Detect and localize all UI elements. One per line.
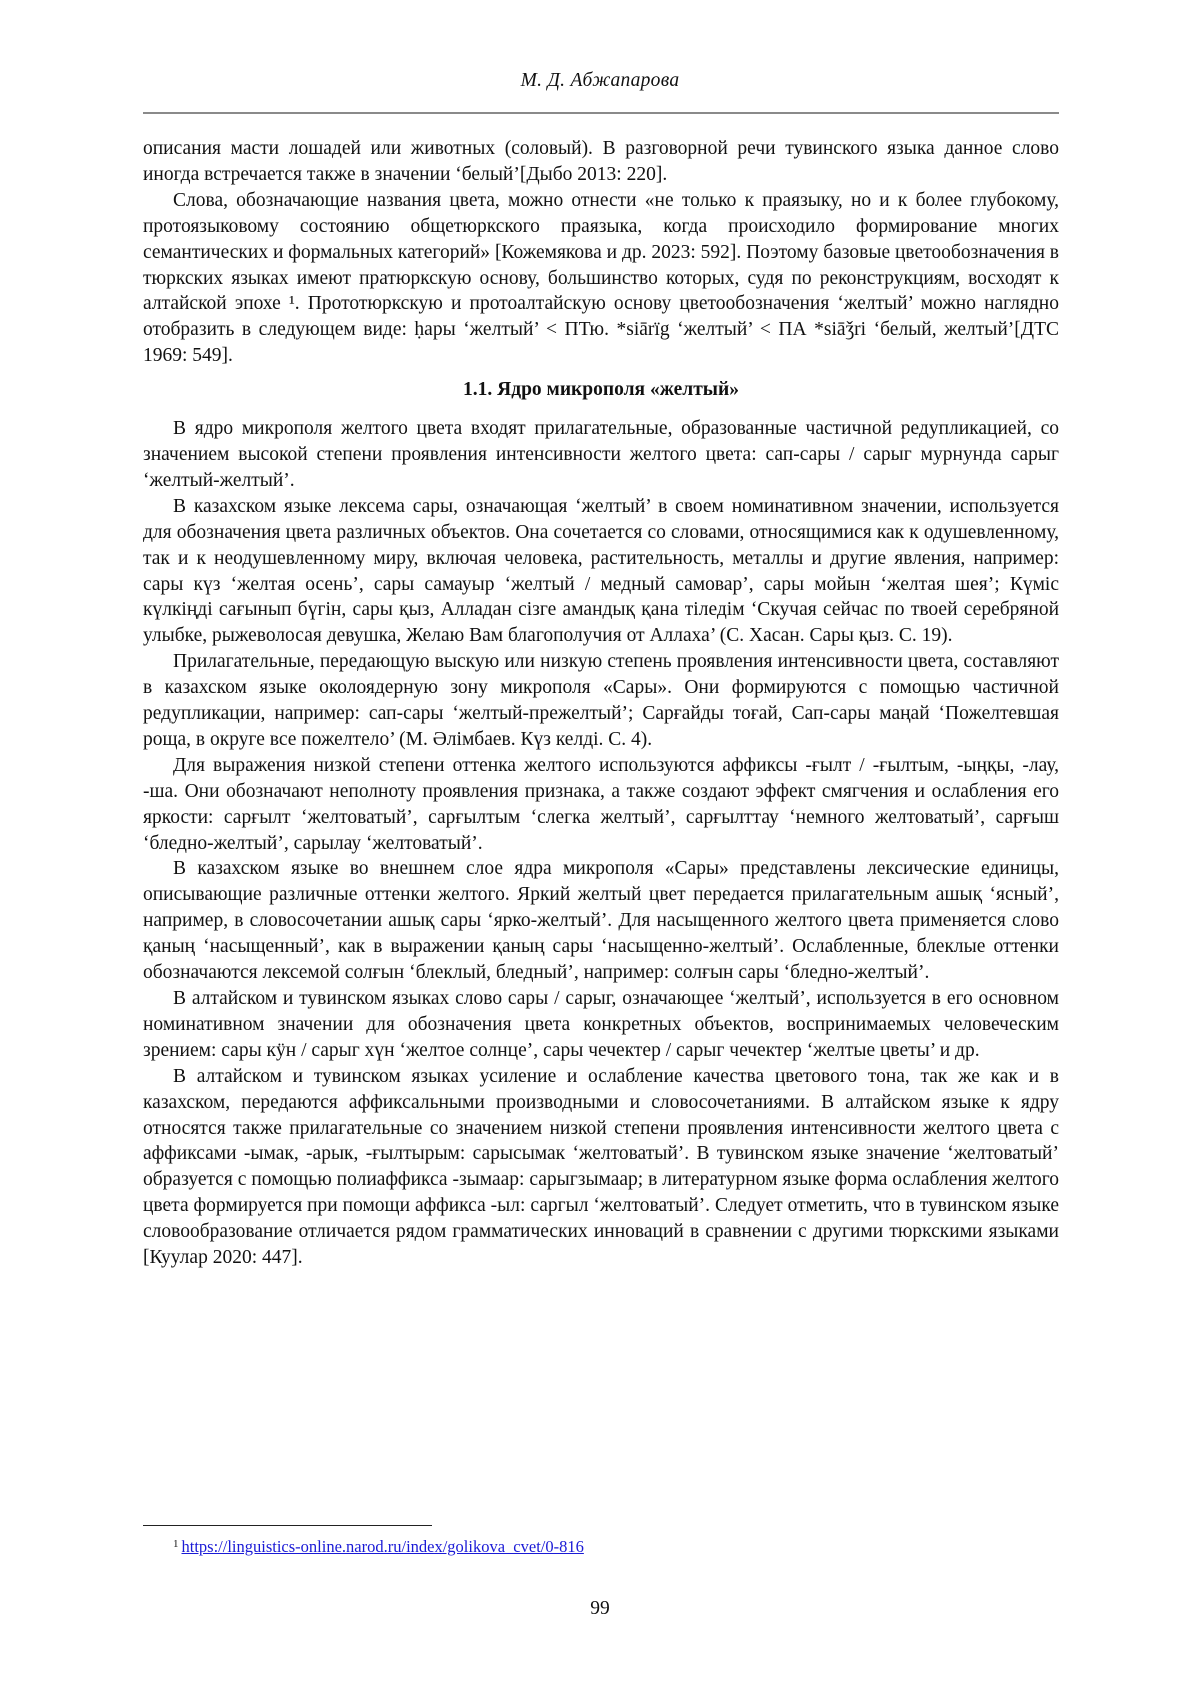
running-header: М. Д. Абжапарова <box>520 70 680 91</box>
section-title: 1.1. Ядро микрополя «желтый» <box>463 379 739 401</box>
paragraph: Для выражения низкой степени оттенка желтого используются аффиксы -ғылт / -ғылтым, -ыңқы, -лау, -ша. Они обозначают неполноту проявления признака, а также создают эффект смягчения и ослабления его яркости: сарғылт ‘желтоватый’, сарғылтым ‘слегка желтый’, сарғылттау ‘немного желтоватый’, сарғыш ‘бледно-желтый’, сарылау ‘желтоватый’. <box>143 754 1059 854</box>
paragraph: В ядро микрополя желтого цвета входят прилагательные, образованные частичной редупликацией, со значением высокой степени проявления интенсивности желтого цвета: сап-сары / сарыг мурнунда сарыг ‘желтый-желтый’. <box>143 418 1059 491</box>
footnote-rule <box>143 1525 432 1526</box>
footnote <box>173 1534 584 1557</box>
paragraph: В алтайском и тувинском языках слово сары / сарыг, означающее ‘желтый’, используется в его основном номинативном значении для обозначения цвета конкретных объектов, воспринимаемых человеческим зрением: сары кӱн / сарыг хүн ‘желтое солнце’, сары чечектер / сарыг чечектер ‘желтые цветы’ и др. <box>143 988 1059 1061</box>
paragraph: В казахском языке лексема сары, означающая ‘желтый’ в своем номинативном значении, используется для обозначения цвета различных объектов. Она сочетается со словами, относящимися как к одушевленному, так и к неодушевленному миру, включая человека, растительность, металлы и другие явления, например: сары күз ‘желтая осень’, сары самауыр ‘желтый / медный самовар’, сары мойын ‘желтая шея’; Күміс күлкіңді сағынып бүгін, сары қыз, Алладан сізге амандық қана тіледім ‘Скучая сейчас по твоей серебряной улыбке, рыжеволосая девушка, Желаю Вам благополучия от Аллаха’ (С. Хасан. Сары қыз. С. 19). <box>143 495 1059 647</box>
footnote-link[interactable]: https://linguistics-online.narod.ru/index/golikova_cvet/0-816 <box>181 1537 584 1556</box>
paragraph: В алтайском и тувинском языках усиление и ослабление качества цветового тона, так же как и в казахском, передаются аффиксальными производными и словосочетаниями. В алтайском языке к ядру относятся также прилагательные со значением низкой степени проявления интенсивности желтого цвета с аффиксами -ымак, -арык, -ғылтырым: сарысымак ‘желтоватый’. В тувинском языке значение ‘желтоватый’ образуется с помощью полиаффикса -зымаар: сарыгзымаар; в литературном языке форма ослабления желтого цвета формируется при помощи аффикса -ыл: саргыл ‘желтоватый’. Следует отметить, что в тувинском языке словообразование отличается рядом грамматических инноваций в сравнении с другими тюркскими языками [Куулар 2020: 447]. <box>143 1065 1059 1269</box>
paragraph: В казахском языке во внешнем слое ядра микрополя «Сары» представлены лексические единицы, описывающие различные оттенки желтого. Яркий желтый цвет передается прилагательным ашық ‘ясный’, например, в словосочетании ашық сары ‘ярко-желтый’. Для насыщенного желтого цвета применяется слово қаның ‘насыщенный’, как в выражении қаның сары ‘насыщенно-желтый’. Ослабленные, блеклые оттенки обозначаются лексемой солғын ‘блеклый, бледный’, например: солғын сары ‘бледно-желтый’. <box>143 858 1059 984</box>
page-number: 99 <box>590 1598 610 1619</box>
paragraph: Прилагательные, передающую выскую или низкую степень проявления интенсивности цвета, составляют в казахском языке околоядерную зону микрополя «Сары». Они формируются с помощью частичной редупликации, например: сап-сары ‘желтый-прежелтый’; Сарғайды тоғай, Сап-сары маңай ‘Пожелтевшая роща, в округе все пожелтело’ (М. Әлімбаев. Күз келді. С. 4). <box>143 651 1059 750</box>
header-rule <box>143 112 1059 114</box>
article-body <box>143 136 1059 1271</box>
paragraph: описания масти лошадей или животных (соловый). В разговорной речи тувинского языка данное слово иногда встречается также в значении ‘белый’[Дыбо 2013: 220]. <box>143 138 1059 185</box>
footnote-marker: 1 <box>173 1538 179 1550</box>
paragraph: Слова, обозначающие названия цвета, можно отнести «не только к праязыку, но и к более глубокому, протоязыковому состоянию общетюркского праязыка, когда происходило формирование многих семантических и формальных категорий» [Кожемякова и др. 2023: 592]. Поэтому базовые цветообозначения в тюркских языках имеют пратюркскую основу, большинство которых, судя по реконструкциям, восходят к алтайской эпохе ¹. Прототюркскую и протоалтайскую основу цветообозначения ‘желтый’ можно наглядно отобразить в следующем виде: ḥары ‘желтый’ < ПТю. *siārïg ‘желтый’ < ПА *siāǯri ‘белый, желтый’[ДТС 1969: 549]. <box>143 189 1059 367</box>
